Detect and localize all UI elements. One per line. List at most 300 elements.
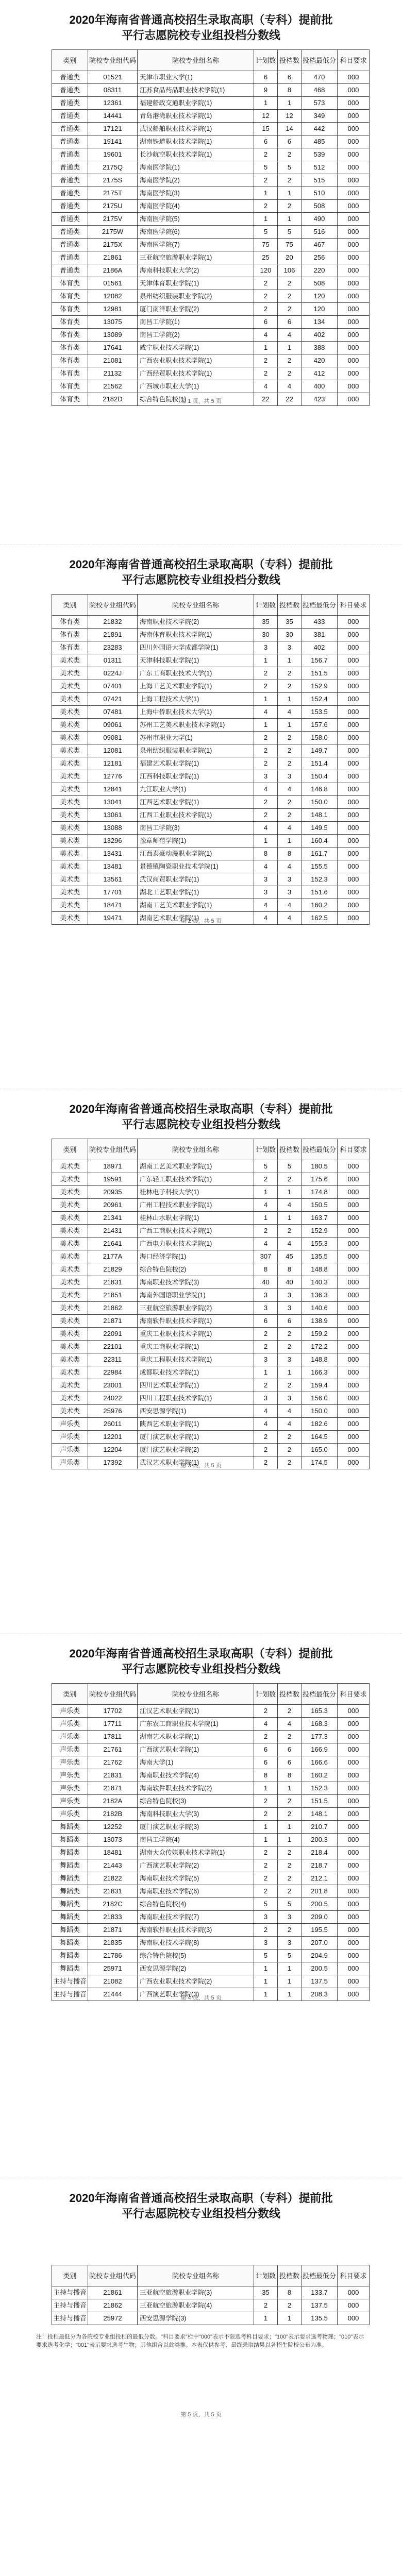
table-cell: 21851 <box>88 1289 138 1302</box>
table-cell: 07401 <box>88 680 138 693</box>
table-cell: 2 <box>278 148 301 161</box>
table-cell: 000 <box>338 1173 370 1186</box>
table-cell: 主持与播音 <box>52 2312 88 2325</box>
table-cell: 江苏食品药品职业技术学院(1) <box>138 84 254 97</box>
table-cell: 2 <box>254 290 278 303</box>
table-cell: 1 <box>254 2312 278 2325</box>
table-cell: 三亚航空旅游职业学院(4) <box>138 2299 254 2312</box>
table-cell: 1 <box>254 719 278 732</box>
table-row <box>52 1924 370 1937</box>
table-cell: 2 <box>254 1846 278 1859</box>
table-cell: 3 <box>278 1302 301 1315</box>
table-cell: 四川外国语大学成都学院(1) <box>138 641 254 654</box>
table-cell: 000 <box>338 1276 370 1289</box>
table-cell: 6 <box>278 1756 301 1769</box>
table-cell: 福建艺术职业学院(1) <box>138 757 254 770</box>
table-cell: 1 <box>254 1988 278 2001</box>
column-header: 类别 <box>52 1139 88 1160</box>
table-cell: 17711 <box>88 1718 138 1731</box>
table-cell: 体育类 <box>52 303 88 316</box>
table-cell: 21641 <box>88 1238 138 1250</box>
table-cell: 江西泰豪动漫职业学院(1) <box>138 848 254 860</box>
table-cell: 000 <box>338 1186 370 1199</box>
table-cell: 000 <box>338 1898 370 1911</box>
table-cell: 青岛港湾职业技术学院(1) <box>138 110 254 123</box>
table-cell: 2175W <box>88 226 138 239</box>
table-cell: 4 <box>278 783 301 796</box>
table-cell: 6 <box>278 1315 301 1328</box>
table-cell: 2 <box>278 1924 301 1937</box>
table-cell: 000 <box>338 629 370 641</box>
table-row <box>52 1898 370 1911</box>
table-cell: 20961 <box>88 1199 138 1212</box>
table-row <box>52 1821 370 1834</box>
table-cell: 2182B <box>88 1808 138 1821</box>
table-cell: 体育类 <box>52 616 88 629</box>
table-cell: 2 <box>254 1885 278 1898</box>
table-cell: 000 <box>338 316 370 329</box>
table-cell: 海南医学院(5) <box>138 213 254 226</box>
table-cell: 13431 <box>88 848 138 860</box>
table-cell: 广西农业职业技术学院(2) <box>138 1975 254 1988</box>
table-cell: 136.3 <box>301 1289 338 1302</box>
table-cell: 声乐类 <box>52 1444 88 1456</box>
table-cell: 163.7 <box>301 1212 338 1225</box>
column-header: 类别 <box>52 1684 88 1705</box>
table-cell: 2175X <box>88 239 138 251</box>
table-cell: 000 <box>338 757 370 770</box>
table-row <box>52 1392 370 1405</box>
table-cell: 桂林电子科技大学(1) <box>138 1186 254 1199</box>
table-cell: 134 <box>301 316 338 329</box>
table-cell: 13075 <box>88 316 138 329</box>
table-cell: 212.1 <box>301 1872 338 1885</box>
table-cell: 22101 <box>88 1341 138 1353</box>
table-cell: 510 <box>301 187 338 200</box>
table-cell: 8 <box>278 2286 301 2299</box>
table-cell: 2 <box>278 1846 301 1859</box>
table-cell: 苏州工艺美术职业技术学院(1) <box>138 719 254 732</box>
table-cell: 000 <box>338 226 370 239</box>
table-cell: 23283 <box>88 641 138 654</box>
table-cell: 000 <box>338 835 370 848</box>
table-cell: 21862 <box>88 1302 138 1315</box>
table-cell: 12181 <box>88 757 138 770</box>
table-cell: 151.5 <box>301 1795 338 1808</box>
table-cell: 声乐类 <box>52 1718 88 1731</box>
column-header: 院校专业组代码 <box>88 1684 138 1705</box>
table-cell: 4 <box>254 860 278 873</box>
table-cell: 4 <box>254 329 278 342</box>
table-cell: 美术类 <box>52 1263 88 1276</box>
table-cell: 广东工商职业技术大学(1) <box>138 667 254 680</box>
table-cell: 21082 <box>88 1975 138 1988</box>
table-cell: 000 <box>338 303 370 316</box>
table-cell: 2 <box>254 1328 278 1341</box>
table-cell: 2 <box>278 1731 301 1743</box>
table-cell: 508 <box>301 200 338 213</box>
table-cell: 3 <box>254 1911 278 1924</box>
table-row <box>52 342 370 354</box>
column-header: 投档数 <box>278 1684 301 1705</box>
table-cell: 6 <box>254 316 278 329</box>
table-cell: 武汉商贸职业学院(1) <box>138 873 254 886</box>
table-row <box>52 796 370 809</box>
table-cell: 152.3 <box>301 1782 338 1795</box>
table-cell: 6 <box>254 1756 278 1769</box>
table-cell: 2 <box>254 680 278 693</box>
table-cell: 000 <box>338 393 370 406</box>
table-cell: 海南体育职业技术学院(1) <box>138 629 254 641</box>
table-cell: 上海工艺美术职业学院(1) <box>138 680 254 693</box>
table-cell: 000 <box>338 899 370 912</box>
table-cell: 22091 <box>88 1328 138 1341</box>
table-cell: 21831 <box>88 1276 138 1289</box>
table-cell: 182.6 <box>301 1418 338 1431</box>
table-cell: 420 <box>301 354 338 367</box>
table-cell: 海南职业技术学院(7) <box>138 1911 254 1924</box>
column-header: 院校专业组代码 <box>88 595 138 616</box>
table-cell: 573 <box>301 97 338 110</box>
table-row <box>52 2286 370 2299</box>
table-cell: 6 <box>278 71 301 84</box>
table-cell: 2 <box>278 1705 301 1718</box>
table-cell: 三亚航空旅游职业学院(3) <box>138 2286 254 2299</box>
table-row <box>52 770 370 783</box>
table-cell: 湖南铁道职业技术学院(1) <box>138 135 254 148</box>
table-cell: 美术类 <box>52 1199 88 1212</box>
table-cell: 主持与播音 <box>52 1988 88 2001</box>
table-cell: 2175Q <box>88 161 138 174</box>
table-cell: 152.9 <box>301 680 338 693</box>
table-cell: 1 <box>254 1782 278 1795</box>
table-cell: 515 <box>301 174 338 187</box>
table-cell: 海南医学院(4) <box>138 200 254 213</box>
table-cell: 75 <box>254 239 278 251</box>
table-cell: 6 <box>254 135 278 148</box>
table-cell: 2 <box>278 1341 301 1353</box>
table-cell: 2 <box>278 732 301 744</box>
table-cell: 160.2 <box>301 1769 338 1782</box>
table-cell: 17641 <box>88 342 138 354</box>
table-cell: 516 <box>301 226 338 239</box>
table-cell: 美术类 <box>52 1302 88 1315</box>
table-cell: 01561 <box>88 277 138 290</box>
table-cell: 174.8 <box>301 1186 338 1199</box>
table-cell: 长沙航空职业技术学院(1) <box>138 148 254 161</box>
table-row <box>52 1250 370 1263</box>
table-cell: 2 <box>254 1731 278 1743</box>
column-header: 投档最低分 <box>301 50 338 71</box>
table-cell: 美术类 <box>52 1225 88 1238</box>
table-cell: 208.3 <box>301 1988 338 2001</box>
table-cell: 000 <box>338 1975 370 1988</box>
table-cell: 声乐类 <box>52 1808 88 1821</box>
table-row <box>52 654 370 667</box>
table-cell: 海南医学院(3) <box>138 187 254 200</box>
table-cell: 舞蹈类 <box>52 1962 88 1975</box>
table-cell: 349 <box>301 110 338 123</box>
table-cell: 天津科技职业学院(1) <box>138 654 254 667</box>
notes-paragraph: 注：投档最低分为各院校专业组投档的最低分数。"科目要求"栏中"000"表示不限选考科目要求；"100"表示要求选考物理；"010"表示要求选考化学；"001"表示要求选考生物；其他组合以此类推。本表仅供参考，最终录取结果以各招生院校公布为准。 <box>36 2334 364 2348</box>
table-cell: 17701 <box>88 886 138 899</box>
table-cell: 美术类 <box>52 1341 88 1353</box>
table-cell: 162.5 <box>301 912 338 925</box>
page-title <box>0 12 402 43</box>
table-cell: 4 <box>254 1418 278 1431</box>
table-cell: 000 <box>338 1238 370 1250</box>
table-cell: 2 <box>254 2299 278 2312</box>
table-cell: 6 <box>278 316 301 329</box>
column-header: 科目要求 <box>338 1684 370 1705</box>
table-cell: 21431 <box>88 1225 138 1238</box>
table-cell: 天津体育职业学院(1) <box>138 277 254 290</box>
table-cell: 2 <box>278 200 301 213</box>
table-cell: 舞蹈类 <box>52 1846 88 1859</box>
table-cell: 165.3 <box>301 1705 338 1718</box>
table-cell: 148.1 <box>301 1808 338 1821</box>
table-cell: 1 <box>278 1782 301 1795</box>
table-cell: 22 <box>278 393 301 406</box>
table-cell: 000 <box>338 200 370 213</box>
table-cell: 149.7 <box>301 744 338 757</box>
table-row <box>52 1353 370 1366</box>
table-cell: 01521 <box>88 71 138 84</box>
table-cell: 苏州市职业大学(1) <box>138 732 254 744</box>
title-line-1: 2020年海南省普通高校招生录取高职（专科）提前批 <box>69 558 333 571</box>
table-cell: 成都职业技术学院(1) <box>138 1366 254 1379</box>
table-cell: 168.3 <box>301 1718 338 1731</box>
table-cell: 137.5 <box>301 2299 338 2312</box>
table-cell: 2 <box>278 744 301 757</box>
table-cell: 000 <box>338 1782 370 1795</box>
table-cell: 157.6 <box>301 719 338 732</box>
table-cell: 体育类 <box>52 316 88 329</box>
table-row <box>52 1718 370 1731</box>
table-cell: 21761 <box>88 1743 138 1756</box>
table-cell: 000 <box>338 264 370 277</box>
table-cell: 4 <box>254 899 278 912</box>
table-cell: 159.2 <box>301 1328 338 1341</box>
table-cell: 2 <box>254 174 278 187</box>
table-cell: 30 <box>254 629 278 641</box>
table-cell: 470 <box>301 71 338 84</box>
table-cell: 000 <box>338 161 370 174</box>
table-cell: 000 <box>338 680 370 693</box>
table-cell: 135.5 <box>301 2312 338 2325</box>
table-row <box>52 316 370 329</box>
table-cell: 138.9 <box>301 1315 338 1328</box>
table-cell: 8 <box>278 1769 301 1782</box>
table-cell: 3 <box>278 1911 301 1924</box>
table-cell: 45 <box>278 1250 301 1263</box>
table-cell: 主持与播音 <box>52 2286 88 2299</box>
table-cell: 490 <box>301 213 338 226</box>
table-cell: 1 <box>278 342 301 354</box>
table-cell: 000 <box>338 2312 370 2325</box>
table-cell: 广西城市职业大学(1) <box>138 380 254 393</box>
table-cell: 舞蹈类 <box>52 1821 88 1834</box>
table-cell: 厦门演艺职业学院(1) <box>138 1431 254 1444</box>
table-cell: 381 <box>301 629 338 641</box>
table-cell: 6 <box>254 71 278 84</box>
table-cell: 000 <box>338 1962 370 1975</box>
table-cell: 2 <box>278 667 301 680</box>
table-cell: 福建船政交通职业学院(1) <box>138 97 254 110</box>
table-cell: 21891 <box>88 629 138 641</box>
table-cell: 3 <box>254 873 278 886</box>
table-cell: 广州工程技术职业学院(1) <box>138 1199 254 1212</box>
table-cell: 21831 <box>88 1885 138 1898</box>
table-cell: 舞蹈类 <box>52 1885 88 1898</box>
table-cell: 5 <box>254 1160 278 1173</box>
table-row <box>52 848 370 860</box>
table-cell: 三亚航空旅游职业学院(2) <box>138 1302 254 1315</box>
table-cell: 2 <box>278 303 301 316</box>
table-cell: 21341 <box>88 1212 138 1225</box>
table-cell: 166.6 <box>301 1756 338 1769</box>
title-line-2: 平行志愿院校专业组投档分数线 <box>121 2207 280 2220</box>
table-cell: 12252 <box>88 1821 138 1834</box>
table-row <box>52 719 370 732</box>
table-cell: 2 <box>254 1705 278 1718</box>
table-cell: 2 <box>254 1859 278 1872</box>
table-row <box>52 680 370 693</box>
table-cell: 6 <box>278 1743 301 1756</box>
column-header: 类别 <box>52 595 88 616</box>
table-cell: 豫章师范学院(1) <box>138 835 254 848</box>
table-cell: 9 <box>254 84 278 97</box>
column-header: 院校专业组名称 <box>138 1139 254 1160</box>
table-row <box>52 1186 370 1199</box>
table-cell: 2 <box>254 757 278 770</box>
table-cell: 1 <box>278 1962 301 1975</box>
table-cell: 21562 <box>88 380 138 393</box>
table-cell: 5 <box>254 1898 278 1911</box>
table-cell: 2 <box>278 1431 301 1444</box>
table-cell: 000 <box>338 1456 370 1469</box>
table-cell: 3 <box>254 886 278 899</box>
column-header: 计划数 <box>254 50 278 71</box>
table-cell: 5 <box>254 1950 278 1962</box>
table-cell: 2177A <box>88 1250 138 1263</box>
table-cell: 声乐类 <box>52 1418 88 1431</box>
table-cell: 000 <box>338 1431 370 1444</box>
table-cell: 15 <box>254 123 278 135</box>
table-cell: 2 <box>254 1872 278 1885</box>
column-header: 科目要求 <box>338 50 370 71</box>
table-row <box>52 1173 370 1186</box>
table-cell: 13481 <box>88 860 138 873</box>
table-row <box>52 1808 370 1821</box>
table-cell: 165.0 <box>301 1444 338 1456</box>
table-cell: 1 <box>254 1212 278 1225</box>
table-cell: 4 <box>278 860 301 873</box>
table-cell: 150.4 <box>301 770 338 783</box>
table-cell: 21081 <box>88 354 138 367</box>
table-cell: 000 <box>338 1341 370 1353</box>
table-cell: 2 <box>254 1924 278 1937</box>
table-cell: 广西工商职业技术学院(1) <box>138 1225 254 1238</box>
table-cell: 3 <box>254 1302 278 1315</box>
table-cell: 152.4 <box>301 693 338 706</box>
table-cell: 13296 <box>88 835 138 848</box>
table-cell: 120 <box>254 264 278 277</box>
table-cell: 美术类 <box>52 1405 88 1418</box>
table-row <box>52 1911 370 1924</box>
table-row <box>52 148 370 161</box>
table-cell: 4 <box>278 912 301 925</box>
table-cell: 000 <box>338 770 370 783</box>
table-cell: 综合特色院校(3) <box>138 1795 254 1808</box>
table-cell: 5 <box>254 226 278 239</box>
table-cell: 4 <box>278 1199 301 1212</box>
column-header: 投档数 <box>278 595 301 616</box>
title-line-2: 平行志愿院校专业组投档分数线 <box>121 1118 280 1131</box>
table-cell: 3 <box>278 873 301 886</box>
table-cell: 158.0 <box>301 732 338 744</box>
table-row <box>52 226 370 239</box>
table-cell: 2 <box>254 1444 278 1456</box>
title-line-1: 2020年海南省普通高校招生录取高职（专科）提前批 <box>69 2192 333 2205</box>
table-cell: 2 <box>254 1379 278 1392</box>
table-cell: 普通类 <box>52 110 88 123</box>
table-cell: 江西艺术职业学院(1) <box>138 796 254 809</box>
table-row <box>52 1212 370 1225</box>
table-cell: 4 <box>254 380 278 393</box>
table-cell: 25 <box>254 251 278 264</box>
table-cell: 2 <box>254 277 278 290</box>
table-cell: 000 <box>338 732 370 744</box>
table-cell: 1 <box>254 342 278 354</box>
table-cell: 泉州纺织服装职业学院(2) <box>138 290 254 303</box>
table-cell: 152.3 <box>301 873 338 886</box>
table-cell: 美术类 <box>52 1289 88 1302</box>
table-cell: 重庆工业职业技术学院(1) <box>138 1328 254 1341</box>
table-cell: 22 <box>254 393 278 406</box>
table-cell: 000 <box>338 1808 370 1821</box>
table-cell: 000 <box>338 822 370 835</box>
table-cell: 21762 <box>88 1756 138 1769</box>
table-cell: 21444 <box>88 1988 138 2001</box>
table-cell: 四川工程职业技术学院(1) <box>138 1392 254 1405</box>
table-cell: 厦门演艺职业学院(2) <box>138 1444 254 1456</box>
table-cell: 000 <box>338 809 370 822</box>
table-cell: 4 <box>254 1718 278 1731</box>
table-cell: 1 <box>254 1975 278 1988</box>
table-cell: 000 <box>338 1212 370 1225</box>
column-header: 投档最低分 <box>301 1684 338 1705</box>
table-row <box>52 84 370 97</box>
table-cell: 体育类 <box>52 329 88 342</box>
table-row <box>52 277 370 290</box>
table-cell: 广西演艺职业学院(2) <box>138 1859 254 1872</box>
table-cell: 000 <box>338 1328 370 1341</box>
table-cell: 声乐类 <box>52 1795 88 1808</box>
table-cell: 400 <box>301 380 338 393</box>
table-cell: 4 <box>278 706 301 719</box>
table-cell: 160.4 <box>301 835 338 848</box>
table-header-row <box>52 1684 370 1705</box>
table-cell: 综合特色院校(2) <box>138 1263 254 1276</box>
table-cell: 2 <box>254 148 278 161</box>
table-row <box>52 264 370 277</box>
table-cell: 3 <box>278 886 301 899</box>
table-cell: 156.7 <box>301 654 338 667</box>
table-cell: 000 <box>338 290 370 303</box>
table-cell: 三亚航空旅游职业学院(1) <box>138 251 254 264</box>
table-cell: 广西经贸职业技术学院(1) <box>138 367 254 380</box>
